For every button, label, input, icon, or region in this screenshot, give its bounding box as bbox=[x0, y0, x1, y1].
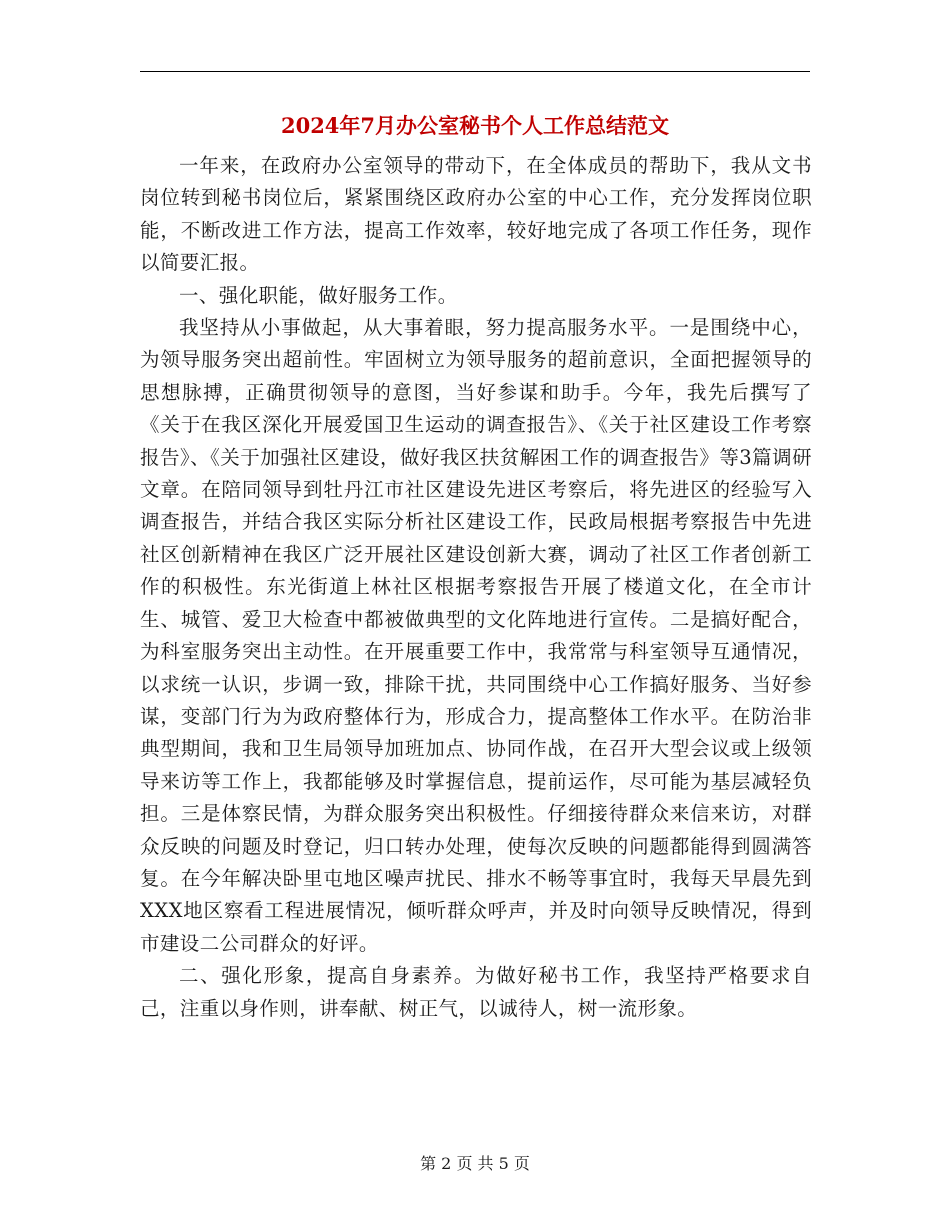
paragraph-intro: 一年来，在政府办公室领导的带动下，在全体成员的帮助下，我从文书岗位转到秘书岗位后，紧紧围绕区政府办公室的中心工作，充分发挥岗位职能，不断改进工作方法，提高工作效率，较好地完成了各项工作任务，现作以简要汇报。 bbox=[140, 154, 812, 275]
header-rule bbox=[140, 71, 810, 72]
document-body bbox=[140, 150, 812, 1025]
paragraph-section-1: 我坚持从小事做起，从大事着眼，努力提高服务水平。一是围绕中心，为领导服务突出超前性。牢固树立为领导服务的超前意识，全面把握领导的思想脉搏，正确贯彻领导的意图，当好参谋和助手。今年，我先后撰写了《关于在我区深化开展爱国卫生运动的调查报告》、《关于社区建设工作考察报告》、《关于加强社区建设，做好我区扶贫解困工作的调查报告》等3篇调研文章。在陪同领导到牡丹江市社区建设先进区考察后，将先进区的经验写入调查报告，并结合我区实际分析社区建设工作，民政局根据考察报告中先进社区创新精神在我区广泛开展社区建设创新大赛，调动了社区工作者创新工作的积极性。东光街道上林社区根据考察报告开展了楼道文化，在全市计生、城管、爱卫大检查中都被做典型的文化阵地进行宣传。二是搞好配合，为科室服务突出主动性。在开展重要工作中，我常常与科室领导互通情况，以求统一认识，步调一致，排除干扰，共同围绕中心工作搞好服务、当好参谋，变部门行为为政府整体行为，形成合力，提高整体工作水平。在防治非典型期间，我和卫生局领导加班加点、协同作战，在召开大型会议或上级领导来访等工作上，我都能够及时掌握信息，提前运作，尽可能为基层减轻负担。三是体察民情，为群众服务突出积极性。仔细接待群众来信来访，对群众反映的问题及时登记，归口转办处理，使每次反映的问题都能得到圆满答复。在今年解决卧里屯地区噪声扰民、排水不畅等事宜时，我每天早晨先到XXX地区察看工程进展情况，倾听群众呼声，并及时向领导反映情况，得到市建设二公司群众的好评。 bbox=[140, 316, 812, 955]
paragraph-heading-1: 一、强化职能，做好服务工作。 bbox=[179, 283, 458, 307]
paragraph-section-2: 二、强化形象，提高自身素养。为做好秘书工作，我坚持严格要求自己，注重以身作则，讲奉献、树正气，以诚待人，树一流形象。 bbox=[140, 964, 812, 1020]
document-title: 2024年7月办公室秘书个人工作总结范文 bbox=[280, 113, 670, 138]
page-number-footer: 第 2 页 共 5 页 bbox=[420, 1154, 530, 1173]
